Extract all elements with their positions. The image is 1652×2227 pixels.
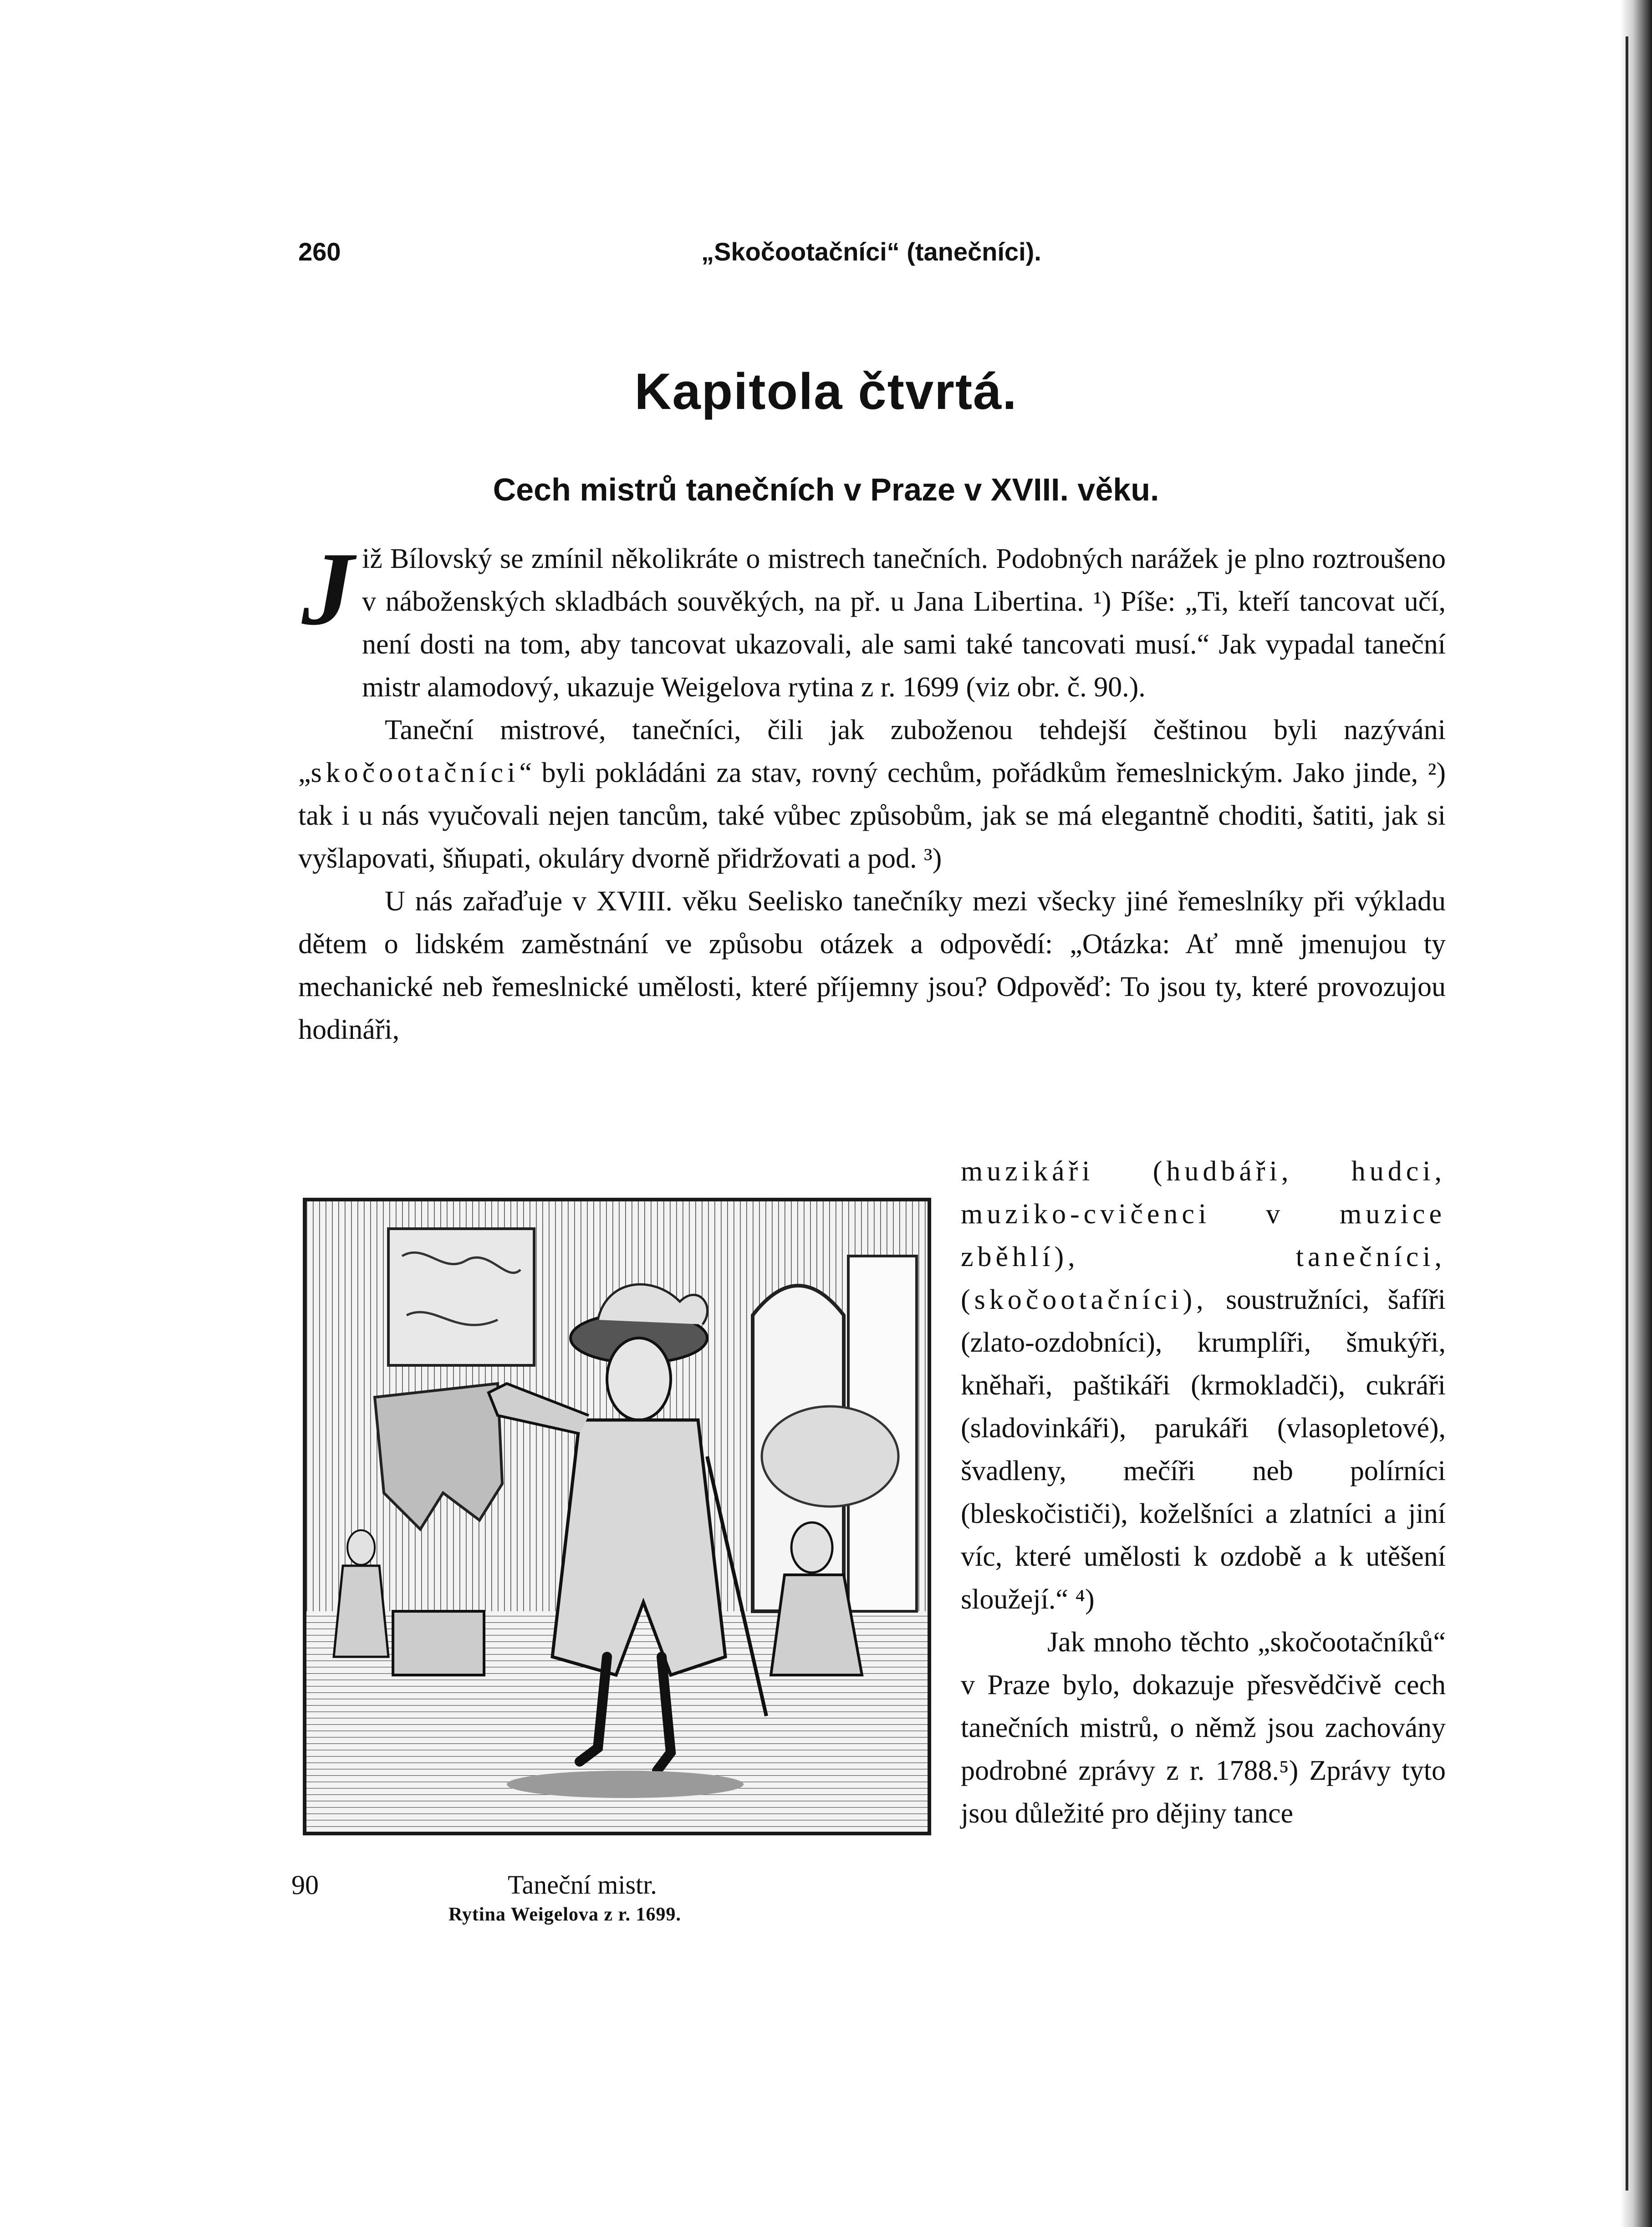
figure-number: 90	[291, 1870, 319, 1900]
chapter-title: Kapitola čtvrtá.	[634, 363, 1018, 420]
paragraph-2-end: “ byli pokládáni za stav, rovný cechům, pořádkům řemeslnickým. Jako jinde, ²) tak i u nás vyučovali nejen tancům, také vůbec způsobům, jak se má elegantně choditi, šatiti, jak si vyšlapovati, šňupati, okuláry dvorně přidržovati a pod. ³)	[298, 757, 1446, 874]
figure-credit: Rytina Weigelova z r. 1699.	[449, 1904, 681, 1925]
shadow	[507, 1771, 744, 1798]
page-edge-shadow	[1620, 0, 1652, 2227]
paragraph-1: iž Bílovský se zmínil několikráte o mistrech tanečních. Podobných narážek je plno roztroušeno v náboženských skladbách souvěkých, na př. u Jana Libertina. ¹) Píše: „Ti, kteří tancovat učí, není dosti na tom, aby tancovat ukazovali, ale sami také tancovati musí.“ Jak vypadal taneční mistr alamodový, ukazuje Weigelova rytina z r. 1699 (viz obr. č. 90.).	[362, 543, 1446, 703]
side-text-column	[961, 1150, 1446, 1835]
dancing-master-engraving	[306, 1201, 928, 1832]
book-spine-line	[1626, 36, 1628, 2191]
figure-caption: Taneční mistr.	[508, 1870, 657, 1900]
section-title: Cech mistrů tanečních v Praze v XVIII. věku.	[493, 472, 1159, 507]
running-header	[298, 237, 1446, 273]
side-paragraph-continuation	[961, 1150, 1446, 1621]
paragraph-2-start: Taneční mistrové, tanečníci, čili jak zuboženou tehdejší češtinou byli nazýváni „	[298, 715, 1446, 788]
foliage	[762, 1406, 898, 1507]
drop-cap-initial: J	[301, 531, 354, 647]
side-table	[393, 1611, 484, 1675]
spaced-trades: muzikáři (hudbáři, hudci, muziko-cvičenci v muzice zběhlí), tanečníci, (skočootačníci),	[961, 1156, 1446, 1315]
trades-list: soustružníci, šafíři (zlato-ozdobníci), krumplíři, šmukýři, kněhaři, paštikáři (krmokladči), cukráři (sladovinkáři), parukáři (vlasopletové), švadleny, mečíři neb polírníci (bleskočističi), koželšníci a zlatníci a jiní víc, které umělosti k ozdobě a k utěšení sloužejí.“ ⁴)	[961, 1284, 1446, 1615]
wall-map	[388, 1229, 534, 1365]
spaced-term: skočootačníci	[311, 757, 520, 788]
running-title: „Skočootačníci“ (tanečníci).	[701, 237, 1041, 266]
paragraph-4: Jak mnoho těchto „skočootačníků“ v Praze bylo, dokazuje přesvědčivě cech tanečních mistrů, o němž jsou zachovány podrobné zprávy z r. 1788.⁵) Zprávy tyto jsou důležité pro dějiny tance	[961, 1627, 1446, 1829]
engraving-figure	[303, 1198, 931, 1835]
head	[607, 1338, 671, 1420]
page-number: 260	[298, 237, 341, 266]
paragraph-2	[298, 709, 1446, 880]
main-text-column	[298, 531, 1446, 1051]
paragraph-3: U nás zařaďuje v XVIII. věku Seelisko tanečníky mezi všecky jiné řemeslníky při výkladu dětem o lidském zaměstnání ve způsobu otázek a odpovědí: „Otázka: Ať mně jmenujou ty mechanické neb řemeslnické umělosti, které příjemny jsou? Odpověď: To jsou ty, které provozujou hodináři,	[298, 886, 1446, 1045]
